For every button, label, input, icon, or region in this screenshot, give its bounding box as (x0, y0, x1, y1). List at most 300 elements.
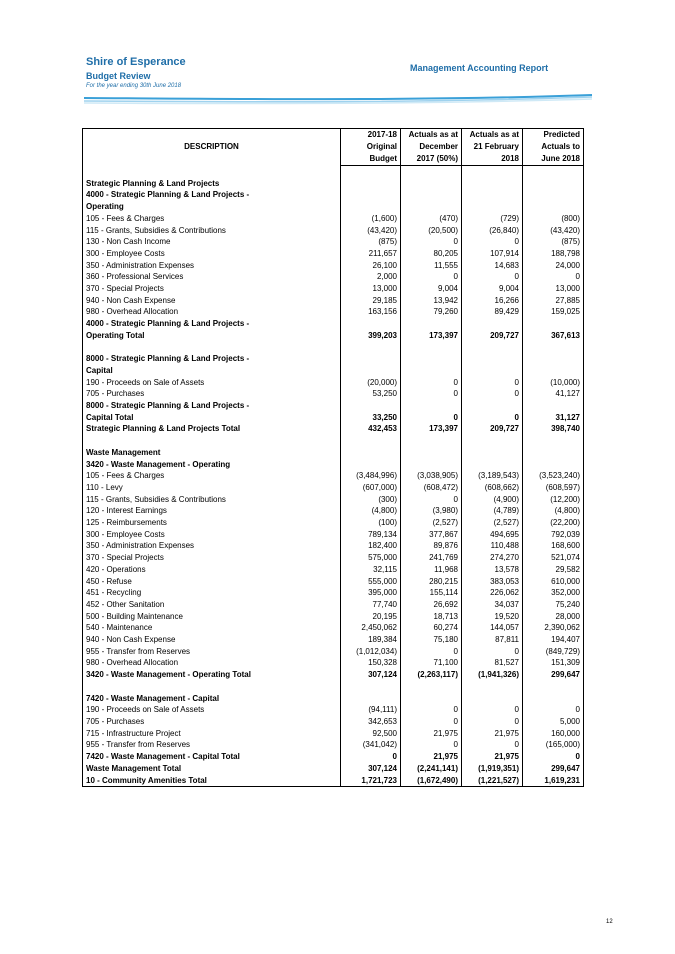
predicted-cell: 188,798 (523, 248, 584, 260)
feb-actuals-cell: (3,189,543) (462, 470, 523, 482)
predicted-cell: 28,000 (523, 611, 584, 623)
dec-actuals-cell (401, 400, 462, 412)
predicted-cell (523, 435, 584, 447)
budget-cell: (1,012,034) (341, 646, 401, 658)
predicted-cell (523, 353, 584, 365)
row-description: 190 - Proceeds on Sale of Assets (83, 704, 341, 716)
budget-cell (341, 435, 401, 447)
table-row (83, 587, 584, 599)
feb-actuals-cell: (1,919,351) (462, 763, 523, 775)
feb-actuals-cell (462, 178, 523, 190)
feb-actuals-cell: 0 (462, 236, 523, 248)
table-row (83, 657, 584, 669)
feb-actuals-cell (462, 318, 523, 330)
predicted-cell: 2,390,062 (523, 622, 584, 634)
dec-actuals-cell: 71,100 (401, 657, 462, 669)
feb-actuals-cell: 19,520 (462, 611, 523, 623)
budget-cell (341, 353, 401, 365)
dec-actuals-cell: (2,263,117) (401, 669, 462, 681)
feb-actuals-cell (462, 435, 523, 447)
predicted-cell: 299,647 (523, 763, 584, 775)
table-row (83, 669, 584, 681)
row-description: 115 - Grants, Subsidies & Contributions (83, 494, 341, 506)
predicted-cell: (4,800) (523, 505, 584, 517)
feb-actuals-cell: 209,727 (462, 330, 523, 342)
table-row (83, 517, 584, 529)
predicted-cell: 367,613 (523, 330, 584, 342)
col-feb-actuals-header: Actuals as at (462, 129, 523, 142)
col-description-header: DESCRIPTION (83, 129, 341, 166)
table-body (83, 166, 584, 787)
table-row (83, 704, 584, 716)
budget-cell: 189,384 (341, 634, 401, 646)
dec-actuals-cell: 21,975 (401, 751, 462, 763)
dec-actuals-cell: 0 (401, 739, 462, 751)
feb-actuals-cell: 107,914 (462, 248, 523, 260)
budget-cell (341, 189, 401, 201)
table-row (83, 178, 584, 190)
dec-actuals-cell: 0 (401, 388, 462, 400)
dec-actuals-cell: 75,180 (401, 634, 462, 646)
feb-actuals-cell (462, 693, 523, 705)
budget-cell: (607,000) (341, 482, 401, 494)
feb-actuals-cell (462, 365, 523, 377)
dec-actuals-cell: 13,942 (401, 295, 462, 307)
table-row (83, 201, 584, 213)
feb-actuals-cell: 21,975 (462, 751, 523, 763)
budget-cell: 26,100 (341, 260, 401, 272)
predicted-cell: (3,523,240) (523, 470, 584, 482)
col-predicted-header: Predicted (523, 129, 584, 142)
predicted-cell (523, 693, 584, 705)
col-dec-actuals-header: 2017 (50%) (401, 153, 462, 166)
budget-review-table (82, 128, 584, 787)
budget-cell: (1,600) (341, 213, 401, 225)
budget-cell: (20,000) (341, 377, 401, 389)
budget-cell: 29,185 (341, 295, 401, 307)
feb-actuals-cell: 0 (462, 739, 523, 751)
table-row (83, 447, 584, 459)
budget-cell: 211,657 (341, 248, 401, 260)
budget-cell: (3,484,996) (341, 470, 401, 482)
predicted-cell: 792,039 (523, 529, 584, 541)
dec-actuals-cell: (2,527) (401, 517, 462, 529)
row-description: 420 - Operations (83, 564, 341, 576)
predicted-cell: 151,309 (523, 657, 584, 669)
budget-cell: (875) (341, 236, 401, 248)
budget-cell: 0 (341, 751, 401, 763)
row-description: 980 - Overhead Allocation (83, 657, 341, 669)
feb-actuals-cell (462, 681, 523, 693)
feb-actuals-cell: 0 (462, 646, 523, 658)
table-row (83, 739, 584, 751)
predicted-cell (523, 318, 584, 330)
row-description (83, 342, 341, 354)
budget-cell (341, 681, 401, 693)
budget-cell: 2,450,062 (341, 622, 401, 634)
feb-actuals-cell: 13,578 (462, 564, 523, 576)
dec-actuals-cell: (470) (401, 213, 462, 225)
feb-actuals-cell: 0 (462, 377, 523, 389)
row-description (83, 435, 341, 447)
row-description (83, 166, 341, 178)
table-row (83, 423, 584, 435)
predicted-cell: (875) (523, 236, 584, 248)
dec-actuals-cell: 0 (401, 377, 462, 389)
table-row (83, 248, 584, 260)
feb-actuals-cell: (4,900) (462, 494, 523, 506)
row-description: 110 - Levy (83, 482, 341, 494)
header-wave-decoration (0, 90, 675, 112)
budget-cell (341, 365, 401, 377)
table-row (83, 330, 584, 342)
dec-actuals-cell (401, 342, 462, 354)
predicted-cell (523, 189, 584, 201)
budget-cell (341, 201, 401, 213)
feb-actuals-cell: 14,683 (462, 260, 523, 272)
col-dec-actuals-header: December (401, 141, 462, 153)
budget-cell: 182,400 (341, 540, 401, 552)
table-row (83, 763, 584, 775)
col-budget-header: Budget (341, 153, 401, 166)
dec-actuals-cell: 280,215 (401, 576, 462, 588)
table-row (83, 283, 584, 295)
budget-cell: 1,721,723 (341, 775, 401, 787)
table-row (83, 505, 584, 517)
table-row (83, 564, 584, 576)
row-description: Capital Total (83, 412, 341, 424)
budget-cell: 399,203 (341, 330, 401, 342)
table-row (83, 435, 584, 447)
row-description: 370 - Special Projects (83, 283, 341, 295)
budget-cell: 432,453 (341, 423, 401, 435)
row-description (83, 681, 341, 693)
predicted-cell: (849,729) (523, 646, 584, 658)
table-row (83, 693, 584, 705)
table-row (83, 728, 584, 740)
predicted-cell: 13,000 (523, 283, 584, 295)
predicted-cell: 168,600 (523, 540, 584, 552)
feb-actuals-cell: 16,266 (462, 295, 523, 307)
table-row (83, 412, 584, 424)
dec-actuals-cell: (1,672,490) (401, 775, 462, 787)
row-description: 4000 - Strategic Planning & Land Projects - (83, 318, 341, 330)
dec-actuals-cell: 60,274 (401, 622, 462, 634)
predicted-cell: 75,240 (523, 599, 584, 611)
table-row (83, 225, 584, 237)
table-row (83, 306, 584, 318)
row-description: 7420 - Waste Management - Capital Total (83, 751, 341, 763)
dec-actuals-cell: 0 (401, 704, 462, 716)
dec-actuals-cell: 11,968 (401, 564, 462, 576)
predicted-cell: 610,000 (523, 576, 584, 588)
budget-cell (341, 166, 401, 178)
table-row (83, 166, 584, 178)
dec-actuals-cell: 173,397 (401, 423, 462, 435)
budget-cell: (43,420) (341, 225, 401, 237)
feb-actuals-cell: 209,727 (462, 423, 523, 435)
org-name: Shire of Esperance (86, 56, 186, 68)
predicted-cell: 160,000 (523, 728, 584, 740)
dec-actuals-cell (401, 166, 462, 178)
predicted-cell (523, 400, 584, 412)
budget-cell: (300) (341, 494, 401, 506)
predicted-cell (523, 365, 584, 377)
dec-actuals-cell (401, 178, 462, 190)
row-description: 120 - Interest Earnings (83, 505, 341, 517)
row-description: 10 - Community Amenities Total (83, 775, 341, 787)
row-description: 940 - Non Cash Expense (83, 634, 341, 646)
row-description: 300 - Employee Costs (83, 248, 341, 260)
feb-actuals-cell: (729) (462, 213, 523, 225)
row-description: Capital (83, 365, 341, 377)
row-description: 370 - Special Projects (83, 552, 341, 564)
report-type: Management Accounting Report (410, 63, 549, 73)
predicted-cell: 1,619,231 (523, 775, 584, 787)
predicted-cell: 29,582 (523, 564, 584, 576)
feb-actuals-cell: 274,270 (462, 552, 523, 564)
budget-cell: (94,111) (341, 704, 401, 716)
predicted-cell: (22,200) (523, 517, 584, 529)
budget-cell: 2,000 (341, 271, 401, 283)
header-row (83, 129, 584, 142)
feb-actuals-cell: (4,789) (462, 505, 523, 517)
predicted-cell (523, 201, 584, 213)
budget-cell: (4,800) (341, 505, 401, 517)
feb-actuals-cell: 0 (462, 271, 523, 283)
feb-actuals-cell: 0 (462, 716, 523, 728)
col-predicted-header: Actuals to (523, 141, 584, 153)
dec-actuals-cell: 79,260 (401, 306, 462, 318)
row-description: 940 - Non Cash Expense (83, 295, 341, 307)
row-description: 190 - Proceeds on Sale of Assets (83, 377, 341, 389)
predicted-cell (523, 342, 584, 354)
row-description: 500 - Building Maintenance (83, 611, 341, 623)
feb-actuals-cell (462, 400, 523, 412)
table-row (83, 365, 584, 377)
col-dec-actuals-header: Actuals as at (401, 129, 462, 142)
feb-actuals-cell: (1,941,326) (462, 669, 523, 681)
dec-actuals-cell: (3,980) (401, 505, 462, 517)
feb-actuals-cell: 0 (462, 388, 523, 400)
feb-actuals-cell: 21,975 (462, 728, 523, 740)
table-row (83, 459, 584, 471)
dec-actuals-cell (401, 447, 462, 459)
row-description: Strategic Planning & Land Projects (83, 178, 341, 190)
dec-actuals-cell: 26,692 (401, 599, 462, 611)
row-description: 350 - Administration Expenses (83, 540, 341, 552)
budget-cell (341, 318, 401, 330)
predicted-cell: 41,127 (523, 388, 584, 400)
report-period: For the year ending 30th June 2018 (86, 83, 182, 89)
row-description: 360 - Professional Services (83, 271, 341, 283)
budget-cell: 20,195 (341, 611, 401, 623)
row-description: 450 - Refuse (83, 576, 341, 588)
predicted-cell: 5,000 (523, 716, 584, 728)
dec-actuals-cell: 11,555 (401, 260, 462, 272)
table-row (83, 482, 584, 494)
budget-cell: 77,740 (341, 599, 401, 611)
feb-actuals-cell: 89,429 (462, 306, 523, 318)
table-row (83, 529, 584, 541)
row-description: Waste Management (83, 447, 341, 459)
predicted-cell: 521,074 (523, 552, 584, 564)
table-row (83, 342, 584, 354)
budget-cell: (341,042) (341, 739, 401, 751)
table-row (83, 470, 584, 482)
budget-cell: 53,250 (341, 388, 401, 400)
predicted-cell: (800) (523, 213, 584, 225)
budget-cell: 150,328 (341, 657, 401, 669)
row-description: Waste Management Total (83, 763, 341, 775)
predicted-cell (523, 447, 584, 459)
table-row (83, 634, 584, 646)
feb-actuals-cell: 81,527 (462, 657, 523, 669)
budget-cell: 395,000 (341, 587, 401, 599)
feb-actuals-cell (462, 353, 523, 365)
predicted-cell: 27,885 (523, 295, 584, 307)
table-row (83, 318, 584, 330)
budget-cell: 13,000 (341, 283, 401, 295)
table-row (83, 681, 584, 693)
budget-cell: 33,250 (341, 412, 401, 424)
table-row (83, 775, 584, 787)
predicted-cell (523, 459, 584, 471)
table-row (83, 236, 584, 248)
row-description: 350 - Administration Expenses (83, 260, 341, 272)
predicted-cell: 398,740 (523, 423, 584, 435)
dec-actuals-cell (401, 201, 462, 213)
dec-actuals-cell (401, 365, 462, 377)
budget-cell: 789,134 (341, 529, 401, 541)
feb-actuals-cell (462, 447, 523, 459)
table-row (83, 599, 584, 611)
col-feb-actuals-header: 21 February (462, 141, 523, 153)
predicted-cell (523, 166, 584, 178)
budget-cell: 92,500 (341, 728, 401, 740)
predicted-cell: 0 (523, 271, 584, 283)
row-description: 715 - Infrastructure Project (83, 728, 341, 740)
budget-cell (341, 693, 401, 705)
table-row (83, 400, 584, 412)
table-row (83, 646, 584, 658)
budget-cell: (100) (341, 517, 401, 529)
table-row (83, 388, 584, 400)
feb-actuals-cell: 144,057 (462, 622, 523, 634)
budget-cell: 163,156 (341, 306, 401, 318)
budget-cell (341, 459, 401, 471)
feb-actuals-cell: 0 (462, 412, 523, 424)
predicted-cell: 0 (523, 704, 584, 716)
dec-actuals-cell: 80,205 (401, 248, 462, 260)
row-description: Strategic Planning & Land Projects Total (83, 423, 341, 435)
predicted-cell: (608,597) (523, 482, 584, 494)
feb-actuals-cell: 226,062 (462, 587, 523, 599)
dec-actuals-cell: (2,241,141) (401, 763, 462, 775)
dec-actuals-cell (401, 693, 462, 705)
feb-actuals-cell (462, 201, 523, 213)
feb-actuals-cell (462, 166, 523, 178)
dec-actuals-cell: 0 (401, 271, 462, 283)
dec-actuals-cell: 0 (401, 236, 462, 248)
budget-cell: 32,115 (341, 564, 401, 576)
predicted-cell: (12,200) (523, 494, 584, 506)
budget-cell: 307,124 (341, 763, 401, 775)
feb-actuals-cell: 87,811 (462, 634, 523, 646)
dec-actuals-cell: 0 (401, 716, 462, 728)
col-budget-header: Original (341, 141, 401, 153)
budget-cell (341, 447, 401, 459)
row-description: 105 - Fees & Charges (83, 470, 341, 482)
row-description: 705 - Purchases (83, 716, 341, 728)
row-description: 955 - Transfer from Reserves (83, 646, 341, 658)
row-description: Operating Total (83, 330, 341, 342)
feb-actuals-cell: (608,662) (462, 482, 523, 494)
table-row (83, 494, 584, 506)
budget-cell (341, 400, 401, 412)
row-description: 8000 - Strategic Planning & Land Projects - (83, 353, 341, 365)
dec-actuals-cell: 377,867 (401, 529, 462, 541)
table-row (83, 716, 584, 728)
dec-actuals-cell: 9,004 (401, 283, 462, 295)
row-description: 125 - Reimbursements (83, 517, 341, 529)
row-description: 8000 - Strategic Planning & Land Projects - (83, 400, 341, 412)
row-description: 7420 - Waste Management - Capital (83, 693, 341, 705)
feb-actuals-cell: 110,488 (462, 540, 523, 552)
predicted-cell (523, 681, 584, 693)
dec-actuals-cell: (608,472) (401, 482, 462, 494)
predicted-cell: 0 (523, 751, 584, 763)
row-description: 3420 - Waste Management - Operating (83, 459, 341, 471)
feb-actuals-cell: (2,527) (462, 517, 523, 529)
row-description: 105 - Fees & Charges (83, 213, 341, 225)
table-row (83, 353, 584, 365)
report-name: Budget Review (86, 71, 151, 81)
table-row (83, 622, 584, 634)
table-row (83, 552, 584, 564)
feb-actuals-cell: (1,221,527) (462, 775, 523, 787)
table-row (83, 295, 584, 307)
feb-actuals-cell (462, 189, 523, 201)
dec-actuals-cell: 21,975 (401, 728, 462, 740)
dec-actuals-cell (401, 189, 462, 201)
row-description: 955 - Transfer from Reserves (83, 739, 341, 751)
feb-actuals-cell: 34,037 (462, 599, 523, 611)
dec-actuals-cell: 0 (401, 412, 462, 424)
table-row (83, 576, 584, 588)
table-row (83, 260, 584, 272)
budget-cell: 307,124 (341, 669, 401, 681)
budget-cell: 342,653 (341, 716, 401, 728)
row-description: 451 - Recycling (83, 587, 341, 599)
table-row (83, 611, 584, 623)
feb-actuals-cell: 9,004 (462, 283, 523, 295)
col-predicted-header: June 2018 (523, 153, 584, 166)
row-description: 980 - Overhead Allocation (83, 306, 341, 318)
predicted-cell (523, 178, 584, 190)
row-description: 130 - Non Cash Income (83, 236, 341, 248)
predicted-cell: 352,000 (523, 587, 584, 599)
predicted-cell: (165,000) (523, 739, 584, 751)
table-row (83, 271, 584, 283)
table-row (83, 189, 584, 201)
dec-actuals-cell (401, 435, 462, 447)
page-number: 12 (606, 919, 613, 925)
feb-actuals-cell: 494,695 (462, 529, 523, 541)
feb-actuals-cell: (26,840) (462, 225, 523, 237)
feb-actuals-cell: 383,053 (462, 576, 523, 588)
dec-actuals-cell: 155,114 (401, 587, 462, 599)
